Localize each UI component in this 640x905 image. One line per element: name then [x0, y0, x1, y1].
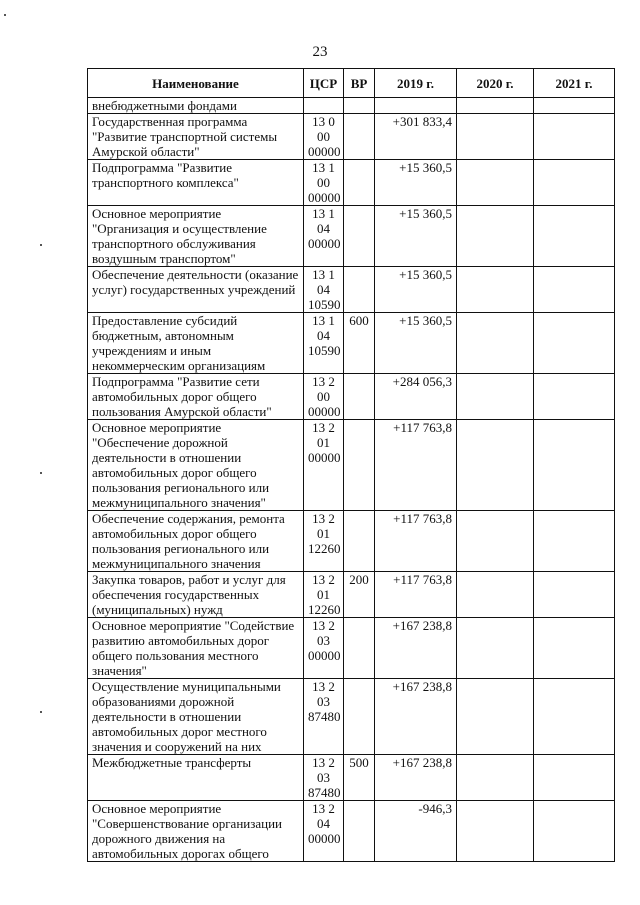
csr-part: 13 2	[312, 801, 335, 816]
table-row	[88, 206, 615, 267]
row-name: Основное мероприятие "Содействие развитию автомобильных дорог общего пользования местного значения"	[88, 618, 304, 679]
row-2019: +117 763,8	[375, 420, 457, 511]
row-2021	[534, 98, 615, 114]
csr-part: 04	[317, 328, 330, 343]
row-csr	[304, 755, 344, 801]
csr-part: 00	[317, 175, 330, 190]
row-2019: +117 763,8	[375, 572, 457, 618]
row-vr	[344, 206, 375, 267]
table-row	[88, 511, 615, 572]
row-2019: +284 056,3	[375, 374, 457, 420]
row-name: Осуществление муниципальными образованиями дорожной деятельности в отношении автомобильных дорог местного значения и сооружений на них	[88, 679, 304, 755]
row-csr	[304, 801, 344, 862]
row-2021	[534, 572, 615, 618]
row-name: Предоставление субсидий бюджетным, автономным учреждениям и иным некоммерческим организациям	[88, 313, 304, 374]
row-csr	[304, 511, 344, 572]
row-2021	[534, 511, 615, 572]
table-row	[88, 98, 615, 114]
csr-part: 00000	[308, 831, 341, 846]
row-2020	[457, 572, 534, 618]
csr-part: 04	[317, 816, 330, 831]
row-csr	[304, 206, 344, 267]
csr-part: 00000	[308, 404, 341, 419]
csr-part: 12260	[308, 602, 341, 617]
col-header-csr: ЦСР	[304, 69, 344, 98]
row-2021	[534, 679, 615, 755]
row-2019: +301 833,4	[375, 114, 457, 160]
row-vr	[344, 374, 375, 420]
row-csr	[304, 313, 344, 374]
row-csr	[304, 679, 344, 755]
scan-speck	[4, 14, 6, 16]
col-header-vr: ВР	[344, 69, 375, 98]
row-name: Закупка товаров, работ и услуг для обеспечения государственных (муниципальных) нужд	[88, 572, 304, 618]
row-name: Межбюджетные трансферты	[88, 755, 304, 801]
row-2019: +15 360,5	[375, 267, 457, 313]
csr-part: 13 0	[312, 114, 335, 129]
scan-speck	[40, 472, 42, 474]
row-2019	[375, 98, 457, 114]
csr-part: 03	[317, 633, 330, 648]
row-csr	[304, 618, 344, 679]
csr-part: 10590	[308, 297, 341, 312]
page-number: 23	[312, 44, 328, 60]
row-name: Государственная программа "Развитие транспортной системы Амурской области"	[88, 114, 304, 160]
csr-part: 12260	[308, 541, 341, 556]
row-2021	[534, 420, 615, 511]
row-2020	[457, 313, 534, 374]
row-name: внебюджетными фондами	[88, 98, 304, 114]
row-vr	[344, 420, 375, 511]
csr-part: 00000	[308, 190, 341, 205]
row-name: Обеспечение содержания, ремонта автомобильных дорог общего пользования регионального или межмуниципального значения	[88, 511, 304, 572]
col-header-2021: 2021 г.	[534, 69, 615, 98]
row-csr	[304, 114, 344, 160]
row-2021	[534, 267, 615, 313]
csr-part: 04	[317, 282, 330, 297]
scan-speck	[40, 244, 42, 246]
row-2021	[534, 374, 615, 420]
row-2019: +167 238,8	[375, 679, 457, 755]
row-2019: -946,3	[375, 801, 457, 862]
row-name: Обеспечение деятельности (оказание услуг) государственных учреждений	[88, 267, 304, 313]
table-row	[88, 313, 615, 374]
row-csr	[304, 160, 344, 206]
col-header-name: Наименование	[88, 69, 304, 98]
row-2020	[457, 160, 534, 206]
row-2021	[534, 206, 615, 267]
table-row	[88, 114, 615, 160]
csr-part: 13 2	[312, 572, 335, 587]
row-2019: +167 238,8	[375, 618, 457, 679]
row-2021	[534, 755, 615, 801]
csr-part: 13 1	[312, 313, 335, 328]
row-2020	[457, 511, 534, 572]
row-2020	[457, 618, 534, 679]
row-vr	[344, 801, 375, 862]
table-row	[88, 267, 615, 313]
row-2021	[534, 801, 615, 862]
row-vr	[344, 98, 375, 114]
csr-part: 00000	[308, 144, 341, 159]
table-row	[88, 679, 615, 755]
csr-part: 13 2	[312, 618, 335, 633]
row-vr	[344, 267, 375, 313]
csr-part: 00000	[308, 236, 341, 251]
row-2021	[534, 160, 615, 206]
table-row	[88, 420, 615, 511]
row-vr: 600	[344, 313, 375, 374]
csr-part: 13 2	[312, 511, 335, 526]
row-name: Подпрограмма "Развитие сети автомобильных дорог общего пользования Амурской области"	[88, 374, 304, 420]
table-body	[88, 98, 615, 862]
row-2020	[457, 114, 534, 160]
row-vr: 500	[344, 755, 375, 801]
table-header-row	[88, 69, 615, 98]
row-vr	[344, 511, 375, 572]
col-header-2020: 2020 г.	[457, 69, 534, 98]
csr-part: 00000	[308, 648, 341, 663]
row-2020	[457, 374, 534, 420]
csr-part: 13 1	[312, 206, 335, 221]
row-vr: 200	[344, 572, 375, 618]
table-row	[88, 801, 615, 862]
row-2020	[457, 420, 534, 511]
csr-part: 13 1	[312, 160, 335, 175]
csr-part: 03	[317, 694, 330, 709]
budget-table	[87, 68, 615, 862]
csr-part: 00	[317, 389, 330, 404]
csr-part: 03	[317, 770, 330, 785]
csr-part: 87480	[308, 709, 341, 724]
row-vr	[344, 160, 375, 206]
col-header-2019: 2019 г.	[375, 69, 457, 98]
row-2019: +167 238,8	[375, 755, 457, 801]
row-vr	[344, 114, 375, 160]
row-csr	[304, 98, 344, 114]
csr-part: 13 2	[312, 374, 335, 389]
row-csr	[304, 572, 344, 618]
row-2020	[457, 98, 534, 114]
table-row	[88, 160, 615, 206]
csr-part: 87480	[308, 785, 341, 800]
table-row	[88, 755, 615, 801]
csr-part: 01	[317, 526, 330, 541]
row-csr	[304, 374, 344, 420]
scan-speck	[40, 711, 42, 713]
row-2020	[457, 801, 534, 862]
row-2021	[534, 313, 615, 374]
row-2021	[534, 114, 615, 160]
csr-part: 13 2	[312, 679, 335, 694]
row-2021	[534, 618, 615, 679]
csr-part: 00000	[308, 450, 341, 465]
table-row	[88, 572, 615, 618]
csr-part: 01	[317, 435, 330, 450]
row-2019: +117 763,8	[375, 511, 457, 572]
row-2019: +15 360,5	[375, 206, 457, 267]
table-row	[88, 374, 615, 420]
row-2019: +15 360,5	[375, 313, 457, 374]
row-csr	[304, 420, 344, 511]
csr-part: 01	[317, 587, 330, 602]
table-row	[88, 618, 615, 679]
row-name: Основное мероприятие "Обеспечение дорожной деятельности в отношении автомобильных дорог общего пользования регионального или межмуниципального значения"	[88, 420, 304, 511]
row-csr	[304, 267, 344, 313]
row-2020	[457, 206, 534, 267]
csr-part: 10590	[308, 343, 341, 358]
row-vr	[344, 679, 375, 755]
row-vr	[344, 618, 375, 679]
row-2019: +15 360,5	[375, 160, 457, 206]
csr-part: 13 1	[312, 267, 335, 282]
row-name: Основное мероприятие "Организация и осуществление транспортного обслуживания воздушным транспортом"	[88, 206, 304, 267]
csr-part: 13 2	[312, 755, 335, 770]
csr-part: 00	[317, 129, 330, 144]
row-2020	[457, 267, 534, 313]
csr-part: 13 2	[312, 420, 335, 435]
row-2020	[457, 755, 534, 801]
row-name: Подпрограмма "Развитие транспортного комплекса"	[88, 160, 304, 206]
row-2020	[457, 679, 534, 755]
csr-part: 04	[317, 221, 330, 236]
row-name: Основное мероприятие "Совершенствование организации дорожного движения на автомобильных дорогах общего	[88, 801, 304, 862]
